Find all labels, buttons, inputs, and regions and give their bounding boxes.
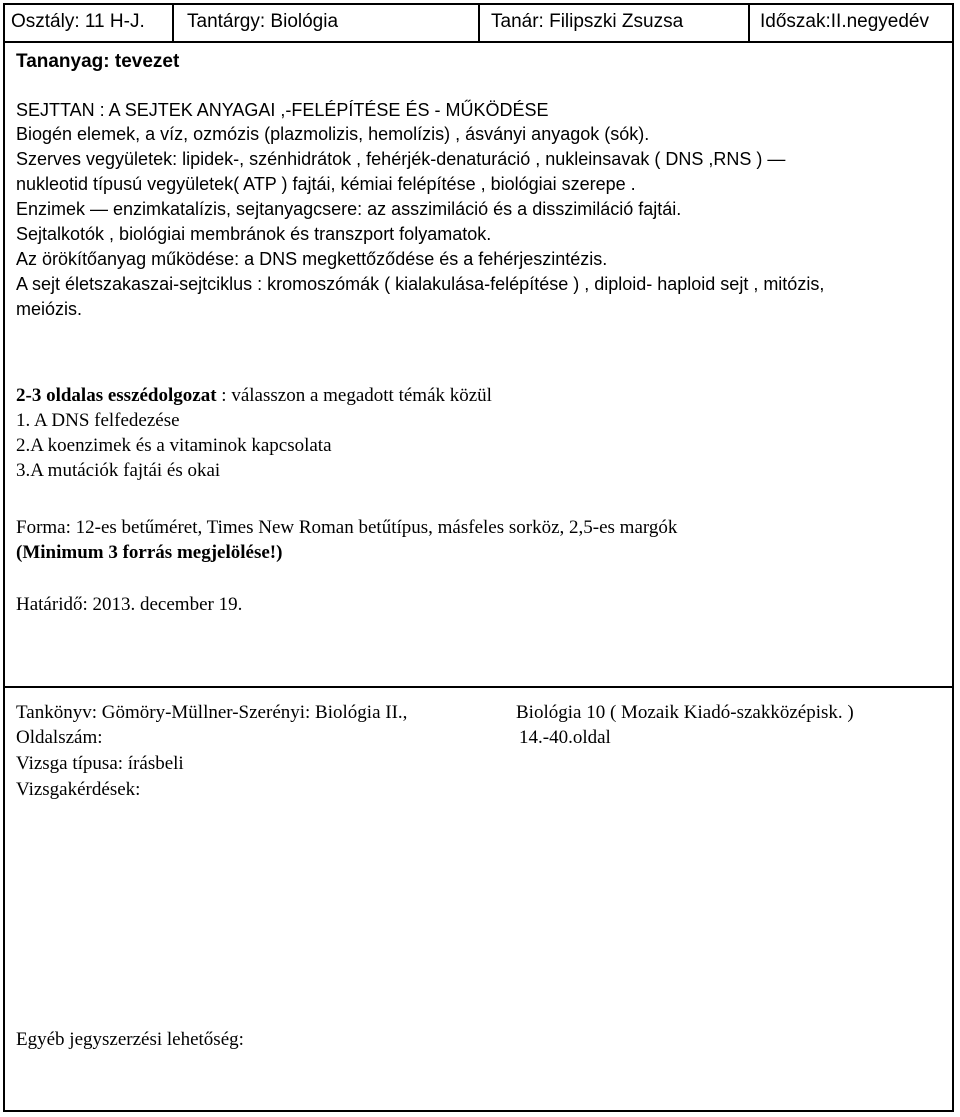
essay-title-bold: 2-3 oldalas esszédolgozat	[16, 385, 217, 406]
essay-topic: 2.A koenzimek és a vitaminok kapcsolata	[16, 435, 332, 456]
sources-line: (Minimum 3 forrás megjelölése!)	[16, 542, 283, 563]
topic-line: meiózis.	[16, 299, 83, 319]
class-label: Osztály: 11 H-J.	[11, 11, 145, 32]
pages-value: 14.-40.oldal	[519, 727, 611, 748]
subject-label: Tantárgy: Biológia	[187, 11, 339, 32]
topic-line: Enzimek ― enzimkatalízis, sejtanyagcsere: az asszimiláció és a disszimiláció fajtái.	[16, 199, 682, 219]
topic-line: SEJTTAN : A SEJTEK ANYAGAI ,-FELÉPÍTÉSE ÉS - MŰKÖDÉSE	[16, 100, 549, 120]
exam-type: Vizsga típusa: írásbeli	[16, 753, 184, 774]
divider	[172, 3, 174, 41]
textbook-alt: Biológia 10 ( Mozaik Kiadó-szakközépisk. )	[516, 702, 854, 723]
textbook-label: Tankönyv: Gömöry-Müllner-Szerényi: Biológia II.,	[16, 702, 408, 723]
essay-topic: 3.A mutációk fajtái és okai	[16, 460, 221, 481]
topic-title: Tananyag: tevezet	[16, 51, 180, 72]
deadline: Határidő: 2013. december 19.	[16, 594, 243, 615]
topic-line: A sejt életszakaszai-sejtciklus : kromoszómák ( kialakulása-felépítése ) , diploid- haploid sejt , mitózis,	[16, 274, 825, 294]
pages-label: Oldalszám:	[16, 727, 103, 748]
teacher-label: Tanár: Filipszki Zsuzsa	[491, 11, 684, 32]
essay-title-rest: : válasszon a megadott témák közül	[216, 385, 492, 406]
topic-line: Sejtalkotók , biológiai membránok és transzport folyamatok.	[16, 224, 492, 244]
format-line: Forma: 12-es betűméret, Times New Roman betűtípus, másfeles sorköz, 2,5-es margók	[16, 517, 678, 538]
exam-questions: Vizsgakérdések:	[16, 779, 141, 800]
period-label: Időszak:II.negyedév	[760, 11, 929, 32]
divider	[748, 3, 750, 41]
other-options: Egyéb jegyszerzési lehetőség:	[16, 1029, 244, 1050]
topic-line: Szerves vegyületek: lipidek-, szénhidrátok , fehérjék-denaturáció , nukleinsavak ( DNS ,RNS ) ―	[16, 149, 786, 169]
essay-topic: 1. A DNS felfedezése	[16, 410, 180, 431]
header-row	[3, 3, 954, 43]
divider	[478, 3, 480, 41]
topic-line: Az örökítőanyag működése: a DNS megkettőződése és a fehérjeszintézis.	[16, 249, 608, 269]
textbook-section	[3, 688, 954, 1112]
topic-line: Biogén elemek, a víz, ozmózis (plazmolizis, hemolízis) , ásványi anyagok (sók).	[16, 124, 650, 144]
topic-section	[3, 43, 954, 688]
essay-title	[16, 384, 492, 408]
topic-line: nukleotid típusú vegyületek( ATP ) fajtái, kémiai felépítése , biológiai szerepe .	[16, 174, 636, 194]
